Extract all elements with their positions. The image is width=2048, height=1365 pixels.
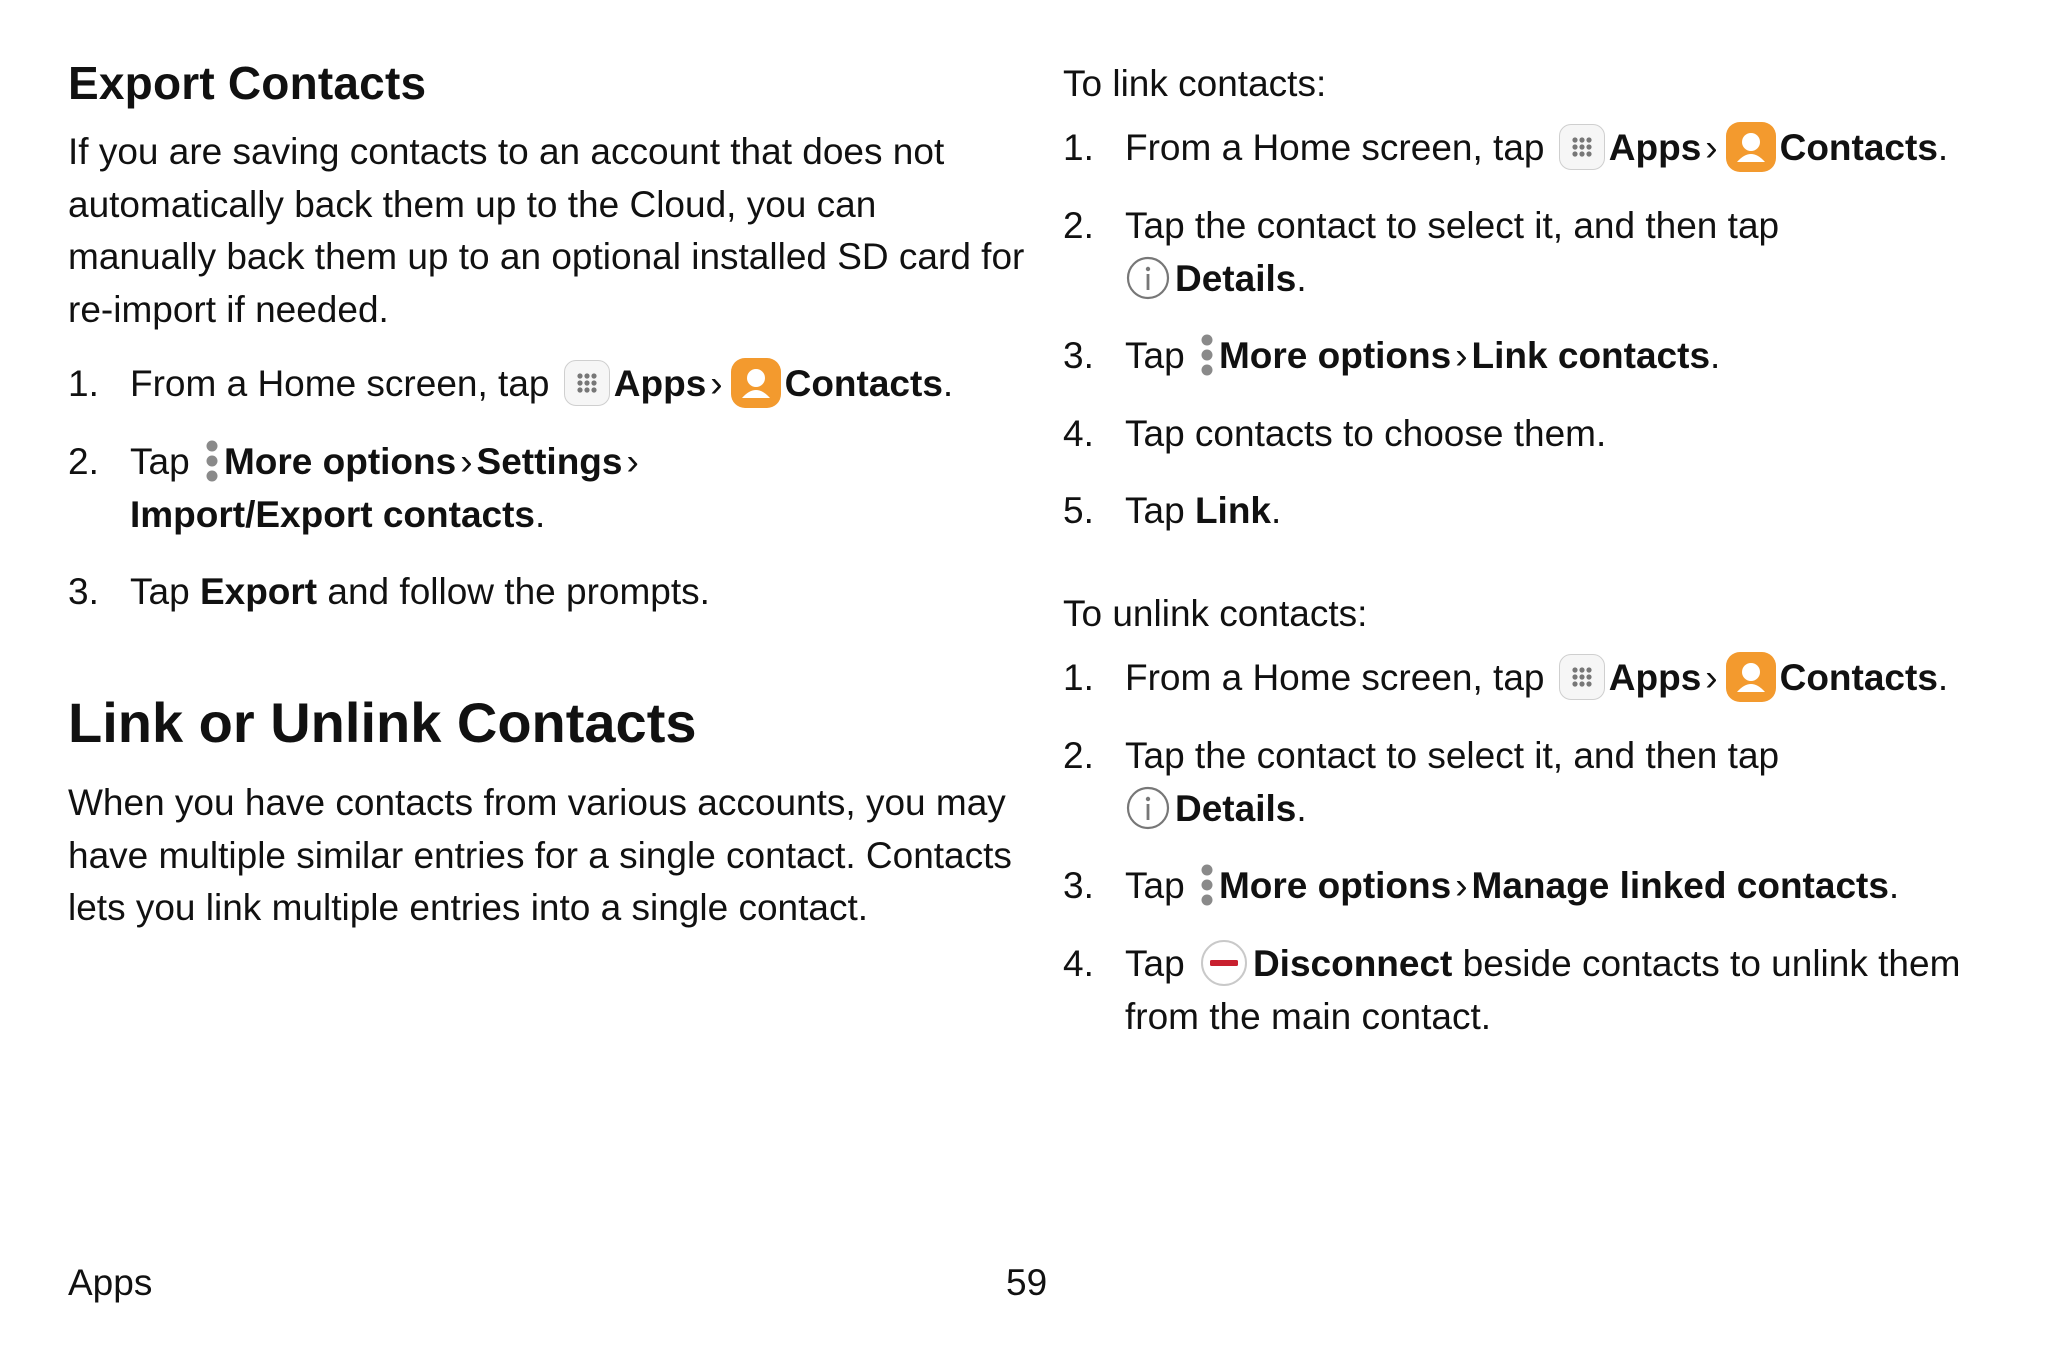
contacts-label: Contacts: [1779, 657, 1938, 698]
footer-section-label: Apps: [68, 1262, 153, 1303]
step-text: and follow the prompts.: [327, 571, 710, 613]
unlink-steps-list: [1063, 652, 2003, 1068]
list-item: [1063, 408, 2003, 461]
step-text: Tap: [1125, 865, 1185, 907]
more-options-icon: [204, 438, 220, 484]
step-text: Tap contacts to choose them.: [1125, 412, 1607, 454]
step-text: Tap the contact to select it, and then tap: [1125, 205, 1780, 247]
more-options-label: More options: [1218, 335, 1452, 377]
contacts-app-icon: [1726, 652, 1776, 702]
export-label: Export: [199, 571, 318, 613]
chevron-right-icon: ›: [1455, 865, 1468, 907]
more-options-label: More options: [1218, 865, 1452, 907]
list-item: [68, 566, 1018, 619]
settings-label: Settings: [476, 441, 623, 483]
apps-label: Apps: [1608, 657, 1702, 698]
step-text: beside contacts to unlink them from the main contact.: [1125, 942, 1961, 1037]
step-number: 3.: [1063, 335, 1094, 377]
more-options-icon: [1199, 332, 1215, 378]
step-number: 1.: [68, 363, 99, 404]
list-item: [1063, 938, 2003, 1044]
list-item: 5. Tap Link.: [1063, 485, 2003, 538]
step-number: 5.: [1063, 490, 1094, 532]
disconnect-label: Disconnect: [1252, 942, 1453, 984]
list-item: 3. Tap More options › Link contacts.: [1063, 330, 2003, 383]
details-label: Details: [1175, 257, 1297, 299]
contacts-label: Contacts: [1779, 127, 1938, 168]
step-number: 3.: [1063, 865, 1094, 907]
page-number: 59: [1006, 1262, 1048, 1303]
list-item: 2. Tap the contact to select it, and then tap Details.: [1063, 730, 2003, 835]
disconnect-minus-icon: [1199, 938, 1249, 988]
step-text: From a Home screen, tap: [1125, 657, 1545, 698]
export-steps-list: [68, 358, 1018, 644]
link-label: Link: [1194, 490, 1271, 532]
chevron-right-icon: ›: [710, 363, 723, 404]
contacts-app-icon: [731, 358, 781, 408]
more-options-icon: [1199, 862, 1215, 908]
step-text: Tap: [130, 441, 190, 483]
apps-label: Apps: [613, 363, 707, 404]
import-export-label: Import/Export contacts: [130, 493, 535, 535]
apps-grid-icon: [1559, 124, 1605, 170]
chevron-right-icon: ›: [1705, 657, 1718, 698]
step-number: 2.: [1063, 205, 1094, 247]
link-unlink-paragraph: When you have contacts from various accounts, you may have multiple similar entries for a single contact. Contacts lets you link multiple entries into a single contact.: [68, 782, 1012, 928]
step-text: Tap: [1125, 490, 1185, 532]
contacts-app-icon: [1726, 122, 1776, 172]
step-number: 3.: [68, 571, 99, 613]
contacts-label: Contacts: [784, 363, 943, 404]
export-contacts-paragraph: If you are saving contacts to an account that does not automatically back them up to the Cloud, you can manually back them up to an optional installed SD card for re-import if needed.: [68, 131, 1025, 330]
step-text: Tap: [1125, 335, 1185, 377]
details-label: Details: [1175, 787, 1297, 829]
left-column: [68, 0, 1025, 1365]
step-text: Tap: [1125, 942, 1185, 984]
link-lead: To link contacts:: [1063, 63, 1327, 104]
step-number: 2.: [68, 441, 99, 483]
chevron-right-icon: ›: [1705, 127, 1718, 168]
list-item: 1. From a Home screen, tap Apps › Contacts.: [1063, 652, 2003, 705]
info-icon: [1125, 255, 1171, 301]
link-unlink-heading: Link or Unlink Contacts: [68, 691, 697, 754]
step-text: From a Home screen, tap: [1125, 127, 1545, 168]
apps-grid-icon: [564, 360, 610, 406]
link-contacts-label: Link contacts: [1471, 335, 1711, 377]
export-contacts-heading: Export Contacts: [68, 57, 427, 109]
list-item: 2. Tap More options › Settings › Import/Export contacts.: [68, 436, 1018, 541]
more-options-label: More options: [223, 441, 457, 483]
step-text: Tap: [130, 571, 190, 613]
unlink-lead: To unlink contacts:: [1063, 593, 1368, 634]
apps-grid-icon: [1559, 654, 1605, 700]
list-item: 1. From a Home screen, tap Apps › Contacts.: [1063, 122, 2003, 175]
apps-label: Apps: [1608, 127, 1702, 168]
step-number: 1.: [1063, 657, 1094, 698]
manage-linked-contacts-label: Manage linked contacts: [1471, 865, 1889, 907]
list-item: 1. From a Home screen, tap Apps › Contacts.: [68, 358, 1018, 411]
info-icon: [1125, 785, 1171, 831]
right-column: [1063, 0, 2003, 1365]
chevron-right-icon: ›: [626, 441, 639, 483]
step-number: 1.: [1063, 127, 1094, 168]
step-number: 4.: [1063, 942, 1094, 984]
step-number: 2.: [1063, 735, 1094, 777]
link-steps-list: [1063, 122, 2003, 563]
chevron-right-icon: ›: [460, 441, 473, 483]
step-text: From a Home screen, tap: [130, 363, 550, 404]
list-item: 2. Tap the contact to select it, and then tap Details.: [1063, 200, 2003, 305]
step-number: 4.: [1063, 412, 1094, 454]
list-item: 3. Tap More options › Manage linked contacts.: [1063, 860, 2003, 913]
step-text: Tap the contact to select it, and then tap: [1125, 735, 1780, 777]
chevron-right-icon: ›: [1455, 335, 1468, 377]
